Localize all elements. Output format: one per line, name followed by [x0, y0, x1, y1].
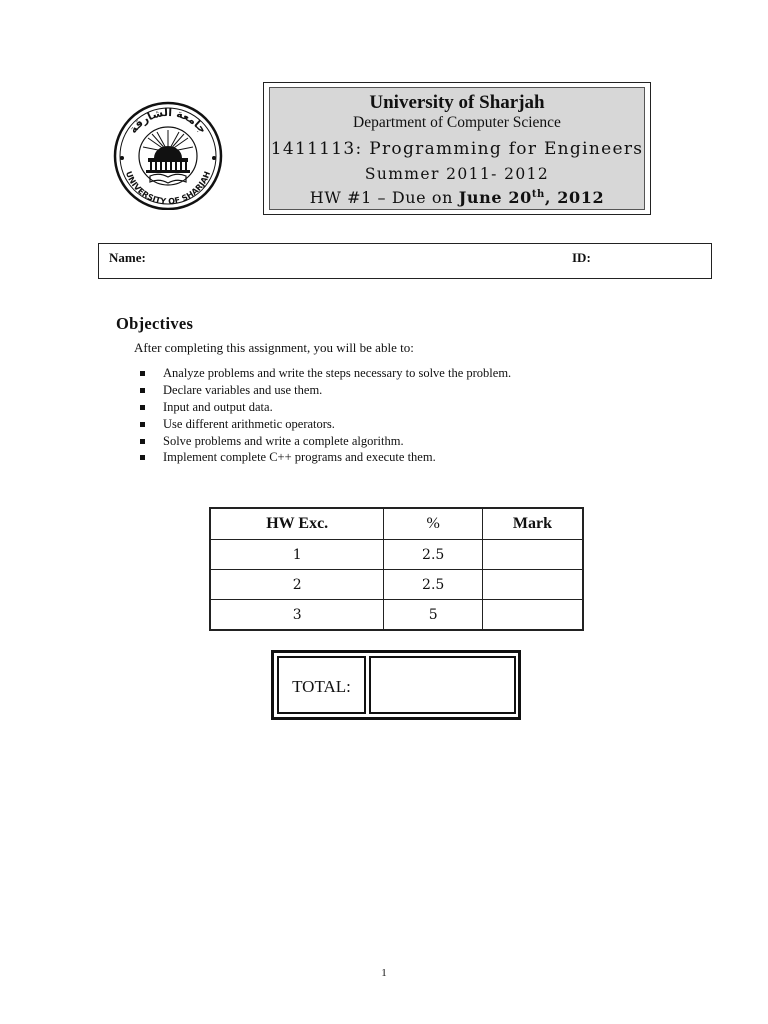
due-year: , 2012 [544, 188, 605, 207]
list-item: Analyze problems and write the steps necessary to solve the problem. [139, 365, 511, 382]
header-inner [269, 87, 645, 210]
header-mark: Mark [482, 508, 583, 540]
logo-arabic-text: جامعة الشارقة [126, 105, 210, 136]
student-info-box[interactable] [98, 243, 712, 279]
table-header-row [210, 508, 583, 540]
total-value-cell[interactable] [369, 656, 516, 714]
header-percent: % [384, 508, 483, 540]
table-row [210, 540, 583, 570]
hw-prefix: HW #1 – Due on [309, 188, 459, 207]
mark-cell[interactable] [482, 600, 583, 631]
due-suffix: th [531, 189, 545, 200]
course-title: 1411113: Programming for Engineers [270, 139, 644, 159]
page-number: 1 [381, 967, 387, 979]
mark-cell[interactable] [482, 570, 583, 600]
total-box [271, 650, 521, 720]
pct-cell: 2.5 [384, 540, 483, 570]
objectives-intro: After completing this assignment, you will be able to: [134, 340, 414, 355]
exc-cell: 1 [210, 540, 384, 570]
pct-cell: 5 [384, 600, 483, 631]
list-item: Implement complete C++ programs and execute them. [139, 449, 511, 466]
grade-table [209, 507, 584, 631]
department-name: Department of Computer Science [353, 114, 561, 131]
due-month-day: June 20 [458, 188, 532, 207]
id-label: ID: [572, 250, 591, 265]
university-name: University of Sharjah [369, 92, 545, 113]
list-item: Declare variables and use them. [139, 382, 511, 399]
table-row [210, 600, 583, 631]
due-date [459, 188, 604, 207]
header-hw-exc: HW Exc. [210, 508, 384, 540]
mark-cell[interactable] [482, 540, 583, 570]
table-row [210, 570, 583, 600]
header-box [263, 82, 651, 215]
name-label: Name: [109, 250, 146, 265]
exc-cell: 3 [210, 600, 384, 631]
list-item: Solve problems and write a complete algorithm. [139, 433, 511, 450]
exc-cell: 2 [210, 570, 384, 600]
logo-english-text: UNIVERSITY OF SHARJAH [123, 170, 213, 207]
pct-cell: 2.5 [384, 570, 483, 600]
list-item: Use different arithmetic operators. [139, 416, 511, 433]
objectives-list [139, 365, 511, 466]
term: Summer 2011- 2012 [364, 165, 550, 183]
total-label-cell [277, 656, 366, 714]
total-label: TOTAL: [292, 677, 351, 696]
university-logo [110, 100, 225, 210]
hw-due-line [270, 188, 644, 207]
list-item: Input and output data. [139, 399, 511, 416]
objectives-title: Objectives [116, 314, 194, 333]
svg-text:UNIVERSITY OF SHARJAH [124, 170, 212, 206]
